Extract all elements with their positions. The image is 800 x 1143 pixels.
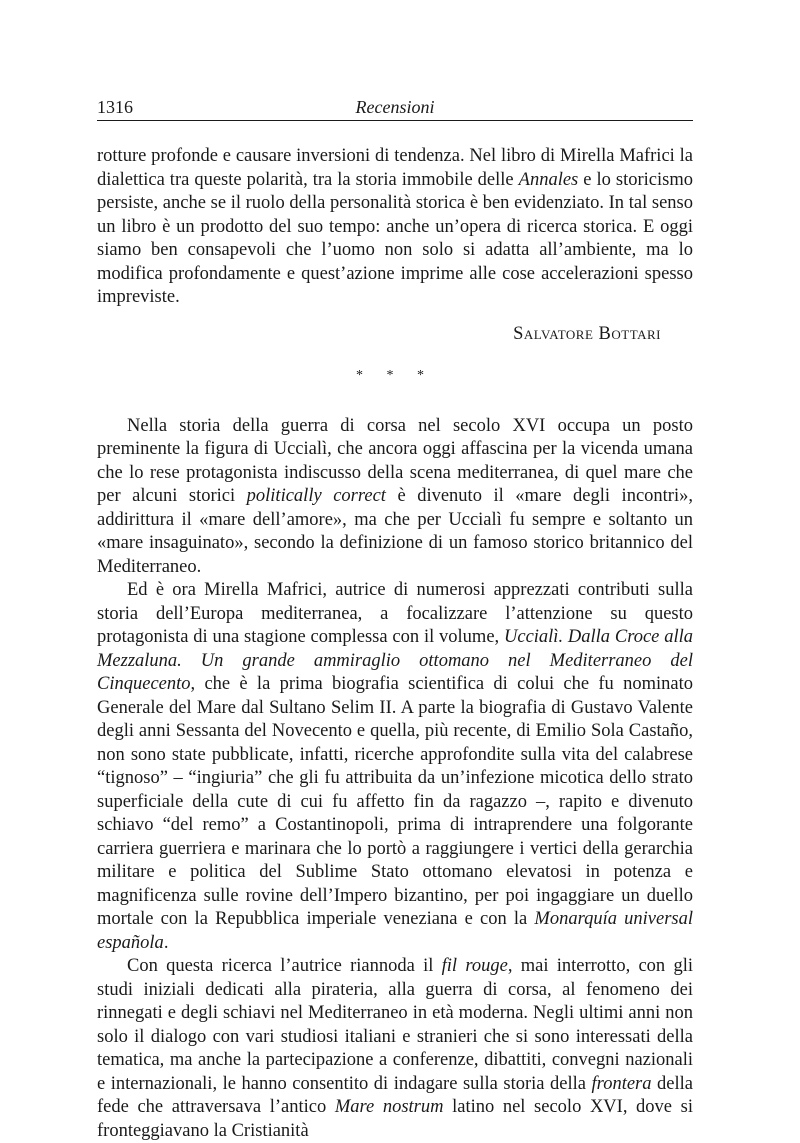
review-signature: Salvatore Bottari	[513, 323, 661, 344]
page-body	[97, 145, 693, 1143]
text-span: Nella storia della guerra di corsa nel secolo XVI occupa un posto preminente la figura di Uccialì, che ancora oggi affascina per la vicenda umana che lo rese protagonista indiscusso della scena mediterranea, di quel mare che per alcuni storici	[97, 415, 693, 506]
text-span: della fede che attraversava l’antico	[97, 1073, 694, 1117]
italic-term: politically correct	[246, 486, 386, 506]
section-separator: * * *	[356, 368, 434, 383]
page-number: 1316	[97, 97, 133, 117]
text-span: e lo storicismo persiste, anche se il ruolo della personalità storica è ben evidenziato. In tal senso un libro è un prodotto del suo tempo: anche un’opera di ricerca storica. E oggi siamo ben consapevoli che l’uomo non solo si adatta all’ambiente, ma lo modifica profondamente e quest’azione imprime alle cose accelerazioni spesso impreviste.	[97, 169, 693, 307]
italic-term: Monarquía universal española	[97, 909, 694, 953]
text-span: è divenuto il «mare degli incontri», addirittura il «mare dell’amore», ma che per Uccialì fu sempre e soltanto un «mare insaguinato», secondo la definizione di un famoso storico britannico del Mediterraneo.	[97, 486, 693, 577]
text-span: latino nel secolo XVI, dove si fronteggiavano la Cristianità	[97, 1097, 693, 1141]
text-span: .	[163, 932, 169, 953]
paragraph	[97, 955, 693, 1143]
text-span: , che è la prima biografia scientifica di colui che fu nominato Generale del Mare dal Sultano Selim II. A parte la biografia di Gustavo Valente degli anni Sessanta del Novecento e quella, più recente, di Emilio Sola Castaño, non sono state pubblicate, infatti, ricerche approfondite sulla vita del calabrese “tignoso” – “ingiuria” che gli fu attribuita da un’infezione micotica dello strato superficiale della cute di cui fu affetto fin da ragazzo –, rapito e divenuto schiavo “del remo” a Costantinopoli, prima di intraprendere una folgorante carriera guerriera e marinara che lo portò a raggiungere i vertici della gerarchia militare e politica del Sublime Stato ottomano elevatosi in potenza e magnificenza sulle rovine dell’Impero bizantino, per poi ingaggiare un duello mortale con la Repubblica imperiale veneziana e con la	[97, 674, 693, 929]
review-closing-paragraph	[97, 145, 693, 310]
paragraph	[97, 579, 693, 955]
text-span: Con questa ricerca l’autrice riannoda il	[127, 956, 442, 976]
italic-term: fil rouge	[441, 956, 508, 976]
book-title: Uccialì. Dalla Croce alla Mezzaluna. Un grande ammiraglio ottomano nel Mediterraneo del Cinquecento	[97, 627, 694, 694]
text-span: rotture profonde e causare inversioni di tendenza. Nel libro di Mirella Mafrici la dialettica tra queste polarità, tra la storia immobile delle	[97, 146, 693, 190]
italic-term: Mare nostrum	[334, 1097, 444, 1117]
italic-term: Annales	[518, 169, 579, 190]
paragraph	[97, 415, 693, 580]
running-head: Recensioni	[355, 97, 435, 117]
page-header	[97, 96, 693, 121]
text-span: Ed è ora Mirella Mafrici, autrice di numerosi apprezzati contributi sulla storia dell’Europa mediterranea, a focalizzare l’attenzione su questo protagonista di una stagione complessa con il volume,	[97, 580, 693, 647]
text-span: , mai interrotto, con gli studi iniziali dedicati alla pirateria, alla guerra di corsa, al fenomeno dei rinnegati e degli schiavi nel Mediterraneo in età moderna. Negli ultimi anni non solo il dialogo con vari studiosi italiani e stranieri che si sono interessati della tematica, ma anche la partecipazione a conferenze, dibattiti, convegni nazionali e internazionali, le hanno consentito di indagare sulla storia della	[97, 956, 693, 1094]
italic-term: frontera	[591, 1073, 652, 1094]
